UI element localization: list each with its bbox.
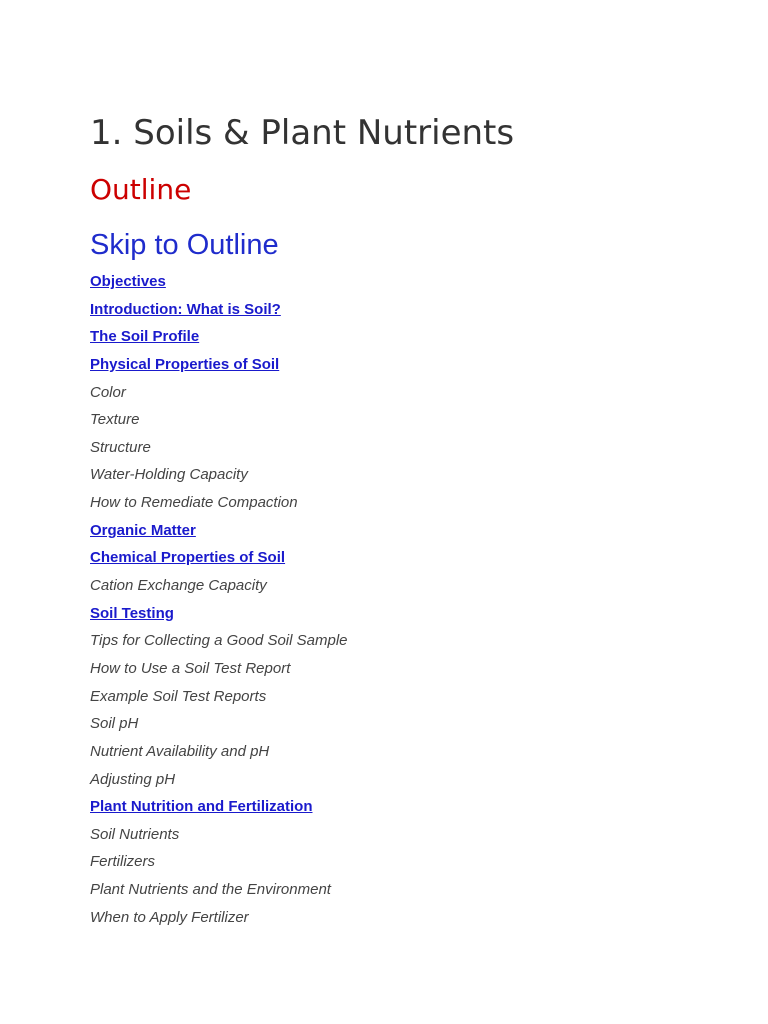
toc-link[interactable]: Introduction: What is Soil?	[90, 300, 281, 318]
toc-subitem: Soil pH	[90, 715, 139, 733]
toc-link[interactable]: Physical Properties of Soil	[90, 355, 280, 373]
toc-subitem: Texture	[90, 411, 140, 429]
toc-subitem: Adjusting pH	[90, 770, 176, 788]
toc-subitem: Water-Holding Capacity	[90, 466, 248, 484]
toc-link[interactable]: Chemical Properties of Soil	[90, 549, 286, 567]
toc-subitem: When to Apply Fertilizer	[90, 908, 249, 926]
toc-link[interactable]: Organic Matter	[90, 521, 196, 539]
toc-subitem: How to Remediate Compaction	[90, 494, 298, 512]
toc-subitem: Soil Nutrients	[90, 825, 180, 843]
toc-section	[90, 517, 348, 545]
toc-link[interactable]: The Soil Profile	[90, 328, 200, 346]
toc-section	[90, 323, 348, 351]
toc-subitem: Fertilizers	[90, 853, 156, 871]
toc-section	[90, 600, 348, 628]
toc-subitem: Tips for Collecting a Good Soil Sample	[90, 632, 348, 650]
toc-section	[90, 544, 348, 572]
toc-subitem: How to Use a Soil Test Report	[90, 659, 291, 677]
toc-subitem: Nutrient Availability and pH	[90, 742, 270, 760]
toc-subitem: Example Soil Test Reports	[90, 687, 267, 705]
toc-section	[90, 296, 348, 324]
toc-section	[90, 268, 348, 296]
toc-subitem: Cation Exchange Capacity	[90, 577, 267, 595]
table-of-contents	[90, 268, 348, 931]
toc-section	[90, 351, 348, 379]
toc-link[interactable]: Soil Testing	[90, 604, 174, 622]
skip-to-outline-link[interactable]: Skip to Outline	[90, 229, 279, 261]
toc-subitem: Structure	[90, 438, 151, 456]
toc-link[interactable]: Plant Nutrition and Fertilization	[90, 798, 313, 816]
toc-link[interactable]: Objectives	[90, 273, 166, 290]
toc-subitem: Plant Nutrients and the Environment	[90, 881, 331, 899]
outline-heading: Outline	[90, 173, 192, 206]
toc-subitem: Color	[90, 383, 126, 401]
toc-section	[90, 793, 348, 821]
page-title: 1. Soils & Plant Nutrients	[90, 113, 515, 153]
